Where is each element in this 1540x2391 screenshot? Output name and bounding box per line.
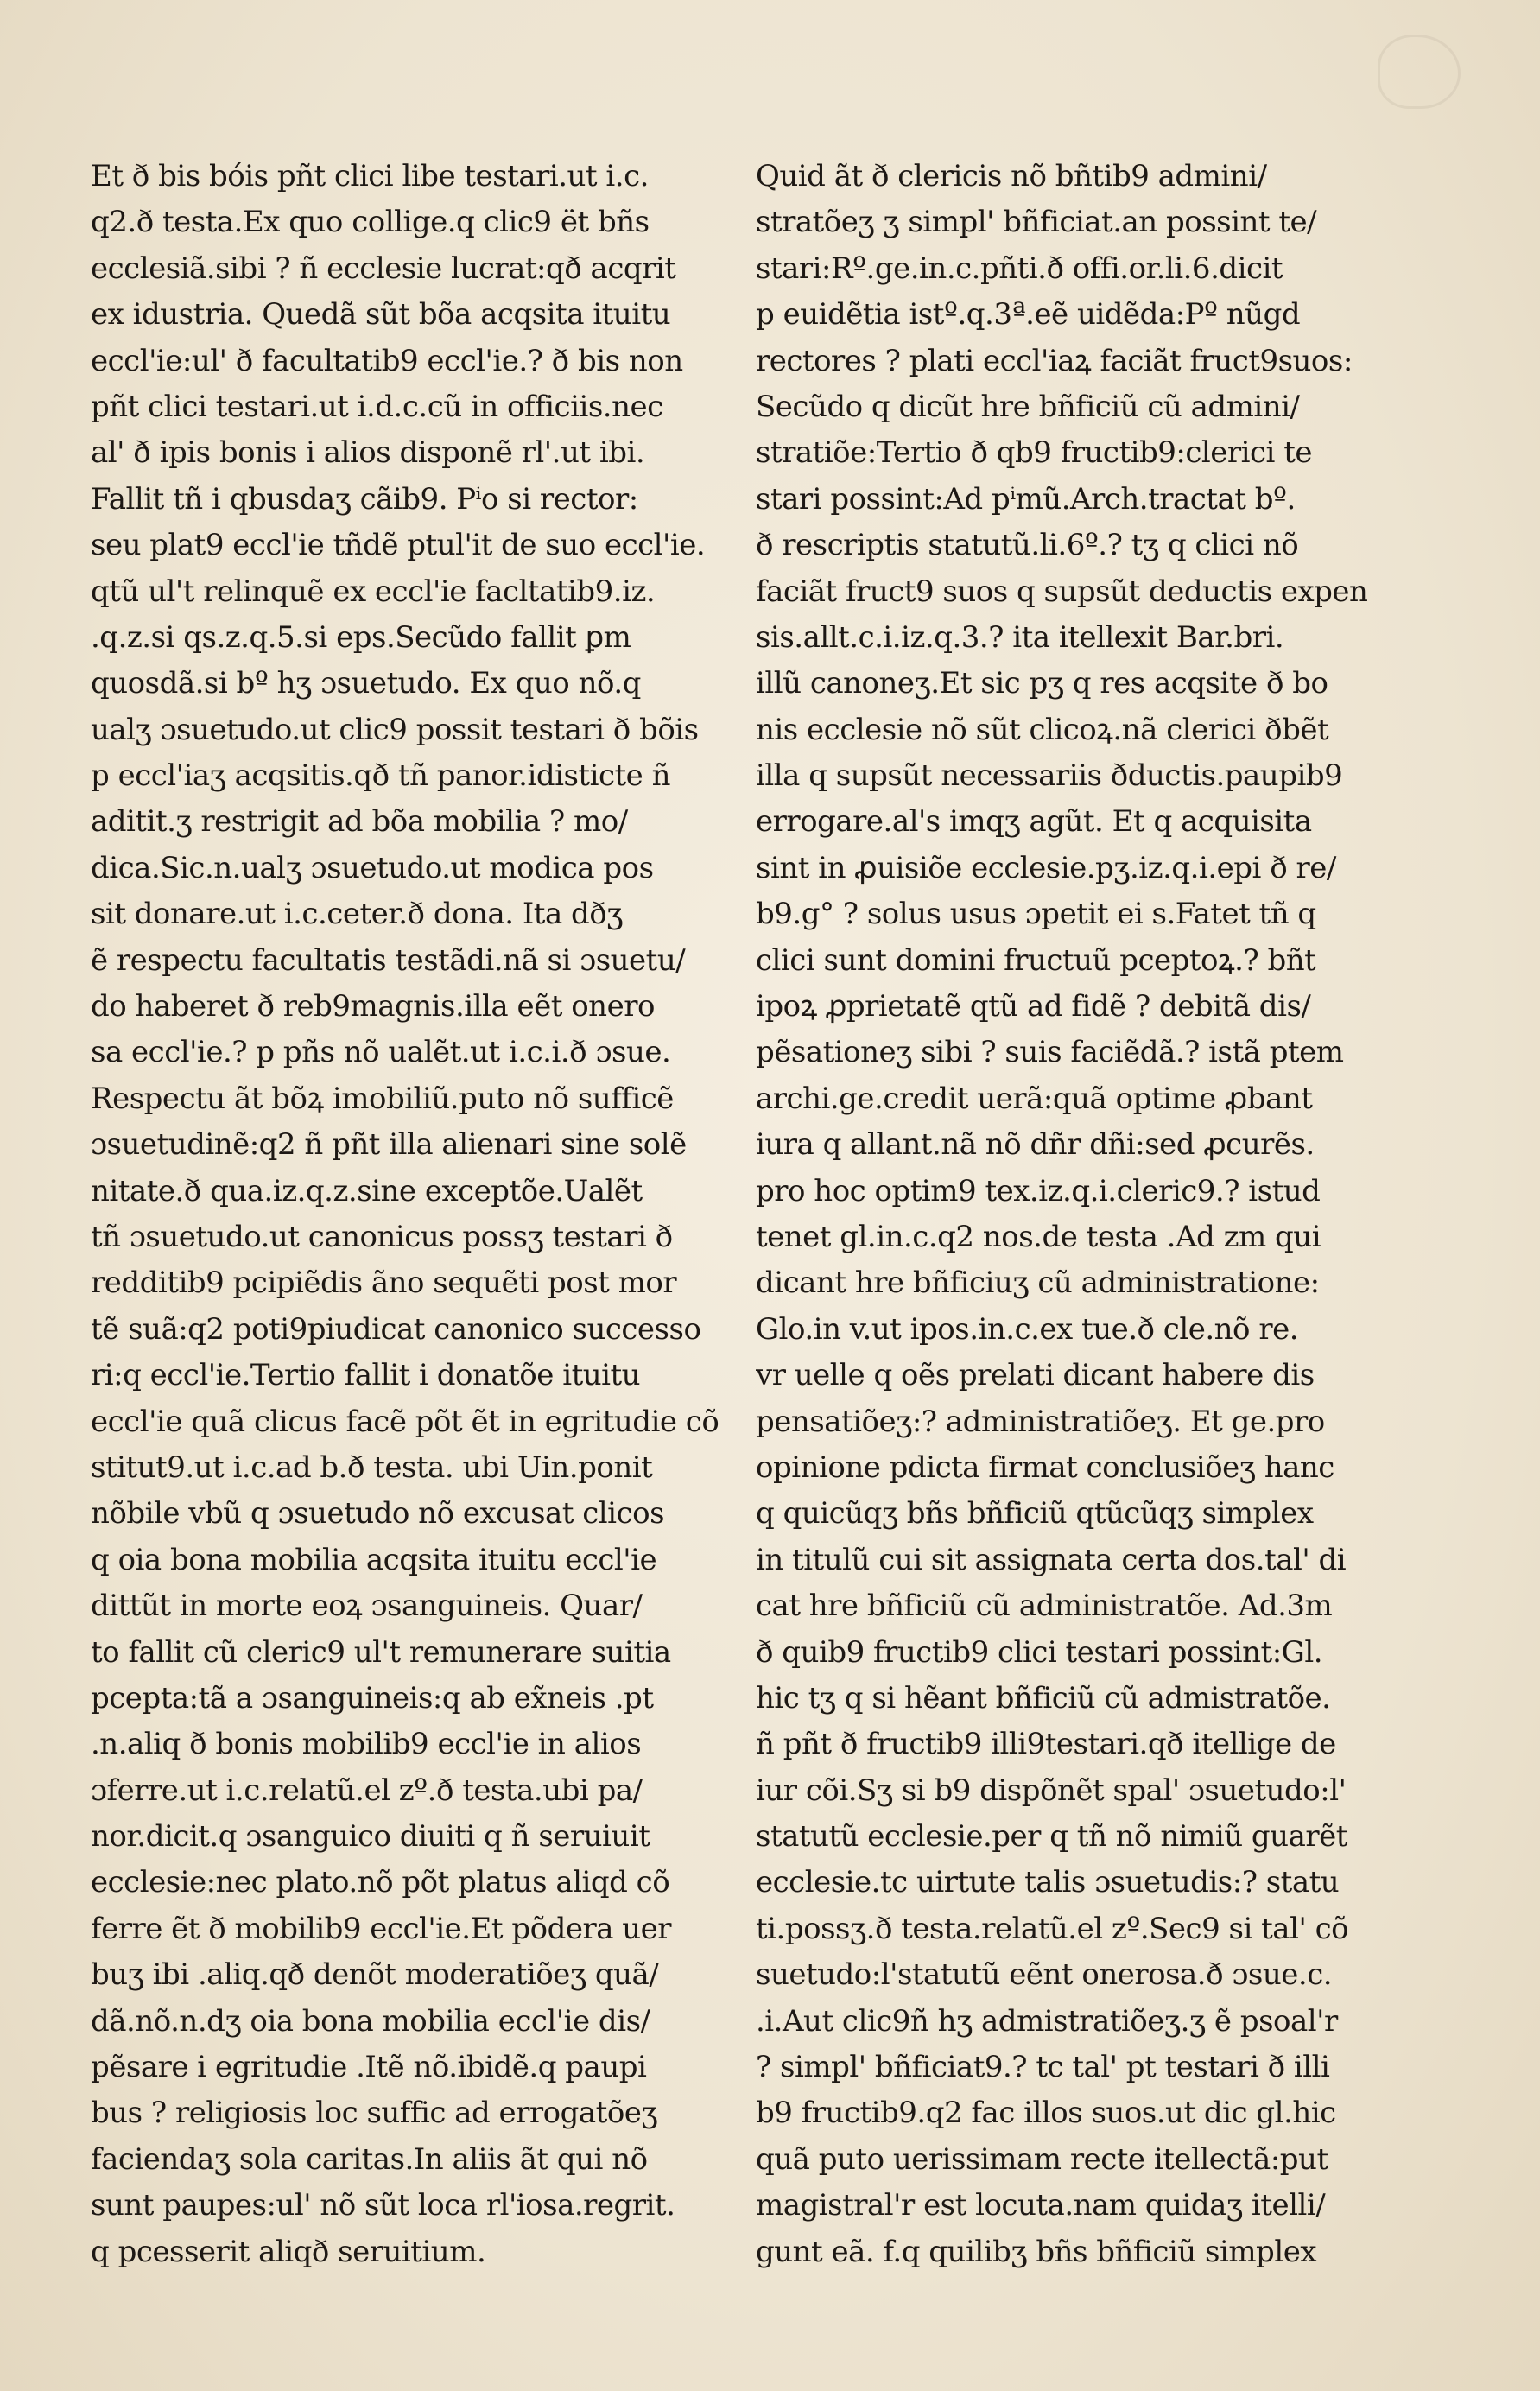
text-line: stratõeʒ ʒ simpl' bñficiat.an possint te/	[756, 205, 1317, 240]
text-line: quosdã.si bº hʒ ɔsuetudo. Ex quo nõ.q	[91, 666, 641, 701]
text-line: al' ð ipis bonis i alios disponẽ rl'.ut ibi.	[91, 435, 645, 471]
text-line: stitut9.ut i.c.ad b.ð testa. ubi Uin.ponit	[91, 1449, 653, 1485]
text-line: illa q supsũt necessariis ðductis.paupib9	[756, 758, 1343, 794]
text-line: stari:Rº.ge.in.c.pñti.ð offi.or.li.6.dicit	[756, 251, 1283, 286]
text-line: pro hoc optim9 tex.iz.q.i.cleric9.? istud	[756, 1173, 1321, 1208]
text-line: q pcesserit aliqð seruitium.	[91, 2234, 486, 2269]
paper-stain	[1378, 35, 1461, 109]
text-line: iura q allant.nã nõ dñr dñi:sed ꝓcurẽs.	[756, 1127, 1315, 1163]
text-line: dica.Sic.n.ualʒ ɔsuetudo.ut modica pos	[91, 850, 654, 885]
text-line: ualʒ ɔsuetudo.ut clic9 possit testari ð bõis	[91, 712, 699, 747]
text-line: errogare.al's imqʒ agũt. Et q acquisita	[756, 804, 1312, 840]
text-line: qtũ ul't relinquẽ ex eccl'ie facltatib9.iz.	[91, 574, 656, 609]
text-line: ex idustria. Quedã sũt bõa acqsita ituitu	[91, 297, 671, 333]
text-line: ɔferre.ut i.c.relatũ.el zº.ð testa.ubi pa/	[91, 1773, 643, 1808]
text-line: sa eccl'ie.? p pñs nõ ualẽt.ut i.c.i.ð ɔsue.	[91, 1035, 671, 1070]
text-line: clici sunt domini fructuũ pceptoꝝ.? bñt	[756, 942, 1316, 978]
text-line: redditib9 pcipiẽdis ãno sequẽti post mor	[91, 1265, 677, 1301]
text-line: p euidẽtia istº.q.3ª.eẽ uidẽda:Pº nũgd	[756, 297, 1301, 333]
text-line: ɔsuetudinẽ:q2 ñ pñt illa alienari sine solẽ	[91, 1127, 687, 1163]
text-line: nitate.ð qua.iz.q.z.sine exceptõe.Ualẽt	[91, 1173, 643, 1208]
text-line: suetudo:l'statutũ eẽnt onerosa.ð ɔsue.c.	[756, 1957, 1333, 1993]
text-line: faciendaʒ sola caritas.In aliis ãt qui nõ	[91, 2141, 648, 2177]
text-line: gunt eã. f.q quilibʒ bñs bñficiũ simplex	[756, 2234, 1316, 2269]
text-line: pcepta:tã a ɔsanguineis:q ab ex̃neis .pt	[91, 1680, 654, 1716]
text-line: sint in ꝓuisiõe ecclesie.pʒ.iz.q.i.epi ð re/	[756, 850, 1336, 885]
text-line: vr uelle q oẽs prelati dicant habere dis	[756, 1358, 1315, 1393]
text-line: do haberet ð reb9magnis.illa eẽt onero	[91, 989, 655, 1024]
text-line: bus ? religiosis loc suffic ad errogatõeʒ	[91, 2096, 658, 2131]
text-line: statutũ ecclesie.per q tñ nõ nimiũ guarẽt	[756, 1819, 1347, 1855]
text-line: Glo.in v.ut ipos.in.c.ex tue.ð cle.nõ re.	[756, 1311, 1299, 1347]
text-line: q oia bona mobilia acqsita ituitu eccl'ie	[91, 1542, 657, 1577]
text-line: ferre ẽt ð mobilib9 eccl'ie.Et põdera uer	[91, 1911, 672, 1946]
text-line: q quicũqʒ bñs bñficiũ qtũcũqʒ simplex	[756, 1496, 1314, 1532]
text-line: Respectu ãt bõꝝ imobiliũ.puto nõ sufficẽ	[91, 1081, 674, 1116]
text-line: seu plat9 eccl'ie tñdẽ ptul'it de suo eccl'ie.	[91, 528, 706, 563]
text-line: to fallit cũ cleric9 ul't remunerare suitia	[91, 1634, 671, 1670]
text-line: nõbile vbũ q ɔsuetudo nõ excusat clicos	[91, 1496, 665, 1532]
text-line: q2.ð testa.Ex quo collige.q clic9 ët bñs	[91, 205, 650, 240]
text-line: in titulũ cui sit assignata certa dos.tal' di	[756, 1542, 1347, 1577]
text-line: quã puto uerissimam recte itellectã:put	[756, 2141, 1328, 2177]
text-line: ẽ respectu facultatis testãdi.nã si ɔsuetu/	[91, 942, 686, 978]
text-line: pẽsationeʒ sibi ? suis faciẽdã.? istã ptem	[756, 1035, 1344, 1070]
text-line: ti.possʒ.ð testa.relatũ.el zº.Sec9 si tal' cõ	[756, 1911, 1349, 1946]
text-line: illũ canoneʒ.Et sic pʒ q res acqsite ð bo	[756, 666, 1328, 701]
text-line: tẽ suã:q2 poti9piudicat canonico successo	[91, 1311, 701, 1347]
text-line: .n.aliq ð bonis mobilib9 eccl'ie in alios	[91, 1727, 642, 1762]
text-line: .i.Aut clic9ñ hʒ admistratiõeʒ.ʒ ẽ psoal'r	[756, 2003, 1338, 2039]
text-line: aditit.ʒ restrigit ad bõa mobilia ? mo/	[91, 804, 628, 840]
text-line: opinione pdicta firmat conclusiõeʒ hanc	[756, 1449, 1334, 1485]
text-line: eccl'ie:ul' ð facultatib9 eccl'ie.? ð bis non	[91, 343, 683, 378]
text-line: Quid ãt ð clericis nõ bñtib9 admini/	[756, 159, 1267, 193]
text-line: iur cõi.Sʒ si b9 dispõnẽt spal' ɔsuetudo:l'	[756, 1773, 1347, 1808]
text-line: stari possint:Ad pⁱmũ.Arch.tractat bº.	[756, 481, 1296, 517]
text-line: tenet gl.in.c.q2 nos.de testa .Ad zm qui	[756, 1219, 1321, 1254]
text-line: .q.z.si qs.z.q.5.si eps.Secũdo fallit ꝑm	[91, 619, 631, 655]
right-text-column	[756, 154, 1404, 2269]
text-line: cat hre bñficiũ cũ administratõe. Ad.3m	[756, 1589, 1333, 1624]
text-line: tñ ɔsuetudo.ut canonicus possʒ testari ð	[91, 1219, 673, 1254]
text-line: dã.nõ.n.dʒ oia bona mobilia eccl'ie dis/	[91, 2003, 650, 2039]
text-line: stratiõe:Tertio ð qb9 fructib9:clerici te	[756, 435, 1313, 471]
left-text-column	[91, 154, 738, 2269]
text-line: p eccl'iaʒ acqsitis.qð tñ panor.idisticte ñ	[91, 758, 671, 794]
text-line: ri:q eccl'ie.Tertio fallit i donatõe ituitu	[91, 1358, 641, 1393]
text-line: sit donare.ut i.c.ceter.ð dona. Ita dðʒ	[91, 897, 623, 932]
text-line: buʒ ibi .aliq.qð denõt moderatiõeʒ quã/	[91, 1957, 659, 1993]
text-line: b9.g° ? solus usus ɔpetit ei s.Fatet tñ q	[756, 897, 1316, 932]
text-line: ecclesiã.sibi ? ñ ecclesie lucrat:qð acqrit	[91, 251, 676, 286]
text-line: dittũt in morte eoꝝ ɔsanguineis. Quar/	[91, 1589, 643, 1624]
text-line: ð quib9 fructib9 clici testari possint:Gl.	[756, 1634, 1323, 1670]
text-line: pñt clici testari.ut i.d.c.cũ in officiis.nec	[91, 389, 663, 424]
text-line: ñ pñt ð fructib9 illi9testari.qð itellige de	[756, 1727, 1336, 1762]
text-line: ipoꝝ ꝓprietatẽ qtũ ad fidẽ ? debitã dis/	[756, 989, 1311, 1024]
text-line: b9 fructib9.q2 fac illos suos.ut dic gl.hic	[756, 2096, 1336, 2131]
text-line: dicant hre bñficiuʒ cũ administratione:	[756, 1265, 1320, 1301]
text-line: sis.allt.c.i.iz.q.3.? ita itellexit Bar.bri.	[756, 619, 1284, 655]
text-line: ecclesie:nec plato.nõ põt platus aliqd cõ	[91, 1865, 670, 1900]
text-line: sunt paupes:ul' nõ sũt loca rl'iosa.regrit.	[91, 2188, 675, 2223]
text-line: rectores ? plati eccl'iaꝝ faciãt fruct9suos:	[756, 343, 1353, 378]
text-line: pensatiõeʒ:? administratiõeʒ. Et ge.pro	[756, 1404, 1325, 1439]
text-line: Secũdo q dicũt hre bñficiũ cũ admini/	[756, 389, 1300, 424]
text-line: archi.ge.credit uerã:quã optime ꝓbant	[756, 1081, 1313, 1116]
text-line: ð rescriptis statutũ.li.6º.? tʒ q clici nõ	[756, 528, 1299, 563]
text-line: Et ð bis bóis pñt clici libe testari.ut i.c.	[91, 159, 649, 193]
text-line: nis ecclesie nõ sũt clicoꝝ.nã clerici ðbẽt	[756, 712, 1329, 747]
text-line: pẽsare i egritudie .Itẽ nõ.ibidẽ.q paupi	[91, 2050, 647, 2085]
text-line: ? simpl' bñficiat9.? tc tal' pt testari ð illi	[756, 2050, 1330, 2085]
text-line: eccl'ie quã clicus facẽ põt ẽt in egritudie cõ	[91, 1404, 719, 1439]
text-line: nor.dicit.q ɔsanguico diuiti q ñ seruiuit	[91, 1819, 650, 1855]
text-line: Fallit tñ i qbusdaʒ cãib9. Pⁱo si rector:	[91, 481, 638, 517]
text-line: hic tʒ q si hẽant bñficiũ cũ admistratõe.	[756, 1680, 1331, 1716]
text-line: magistral'r est locuta.nam quidaʒ itelli/	[756, 2188, 1326, 2223]
text-line: faciãt fruct9 suos q supsũt deductis expen	[756, 574, 1368, 609]
text-line: ecclesie.tc uirtute talis ɔsuetudis:? statu	[756, 1865, 1340, 1900]
